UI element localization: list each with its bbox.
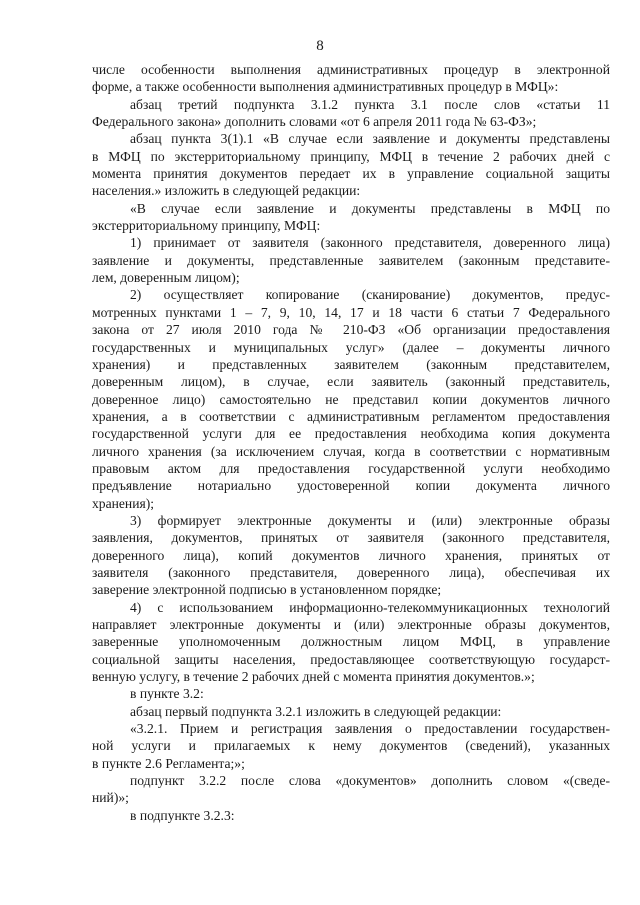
text-line: мотренных пунктами 1 – 7, 9, 10, 14, 17 и 18 части 6 статьи 7 Федерального <box>92 304 610 320</box>
text-line: форме, а также особенности выполнения административных процедур в МФЦ»: <box>92 79 559 95</box>
text-line: заявление и документы, представленные заявителем (законным представите- <box>92 252 610 268</box>
text-line: предъявление нотариально удостоверенной копии документа личного <box>92 478 610 494</box>
text-line: венную услугу, в течение 2 рабочих дней с момента принятия документов.»; <box>92 669 535 685</box>
text-line: 2) осуществляет копирование (сканирование) документов, предус- <box>130 287 610 303</box>
text-line: хранения, а в соответствии с административным регламентом предоставления <box>92 408 610 424</box>
text-line: заявления, документов, принятых от заявителя (законного представителя, <box>92 530 610 546</box>
text-line: абзац третий подпункта 3.1.2 пункта 3.1 после слов «статьи 11 <box>130 96 610 112</box>
text-line: числе особенности выполнения административных процедур в электронной <box>92 62 610 77</box>
document-body <box>92 61 610 824</box>
text-line: закона от 27 июля 2010 года № 210-ФЗ «Об организации предоставления <box>92 322 610 338</box>
text-line: лем, доверенным лицом); <box>92 270 240 286</box>
text-line: государственных и муниципальных услуг» (далее – документы личного <box>92 339 610 355</box>
text-line: доверенного лица), копий документов личного хранения, принятых от <box>92 547 610 563</box>
text-line: в пункте 3.2: <box>130 686 204 702</box>
text-line: абзац пункта 3(1).1 «В случае если заявление и документы представлены <box>130 131 610 147</box>
text-line: государственной услуги для ее предоставления необходима копия документа <box>92 426 610 442</box>
text-line: хранения) и представленных заявителем (законным представителем, <box>92 356 610 372</box>
text-line: заявителя (законного представителя, доверенного лица), обеспечивая их <box>92 564 610 580</box>
text-line: личного хранения (за исключением случая, когда в соответствии с нормативным <box>92 443 610 459</box>
text-line: социальной защиты населения, предоставляющее соответствующую государст- <box>92 651 610 667</box>
text-line: подпункт 3.2.2 после слова «документов» дополнить словом «(сведе- <box>130 773 610 789</box>
text-line: «3.2.1. Прием и регистрация заявления о предоставлении государствен- <box>130 721 610 737</box>
text-line: 1) принимает от заявителя (законного представителя, доверенного лица) <box>130 235 610 251</box>
text-line: заверенные уполномоченным должностным лицом МФЦ, в управление <box>92 634 610 650</box>
text-line: экстерриториальному принципу, МФЦ: <box>92 218 321 234</box>
text-line: хранения); <box>92 495 155 511</box>
text-line: направляет электронные документы и (или) электронные образы документов, <box>92 617 610 632</box>
text-line: доверенным лицом), в случае, если заявитель (законный представитель, <box>92 374 610 390</box>
text-line: в пункте 2.6 Регламента;»; <box>92 755 245 771</box>
text-line: доверенное лицо) самостоятельно не представил копии документов личного <box>92 391 610 407</box>
text-line: правовым актом для предоставления государственной услуги необходимо <box>92 460 610 476</box>
page-number: 8 <box>316 38 324 54</box>
text-line: населения.» изложить в следующей редакции: <box>92 183 361 199</box>
text-line: Федерального закона» дополнить словами «от 6 апреля 2011 года № 63-ФЗ»; <box>92 114 537 130</box>
text-line: заверение электронной подписью в установленном порядке; <box>92 582 442 598</box>
text-line: ной услуги и прилагаемых к нему документов (сведений), указанных <box>92 738 610 754</box>
text-line: 3) формирует электронные документы и (или) электронные образы <box>130 512 610 528</box>
text-line: ний)»; <box>92 790 129 806</box>
text-line: 4) с использованием информационно-телекоммуникационных технологий <box>130 599 610 615</box>
text-line: в подпункте 3.2.3: <box>130 807 235 823</box>
text-line: момента принятия документов передает их в управление социальной защиты <box>92 166 610 182</box>
text-line: в МФЦ по экстерриториальному принципу, МФЦ в течение 2 рабочих дней с <box>92 148 610 164</box>
text-line: «В случае если заявление и документы представлены в МФЦ по <box>130 200 610 216</box>
text-line: абзац первый подпункта 3.2.1 изложить в следующей редакции: <box>130 703 502 719</box>
